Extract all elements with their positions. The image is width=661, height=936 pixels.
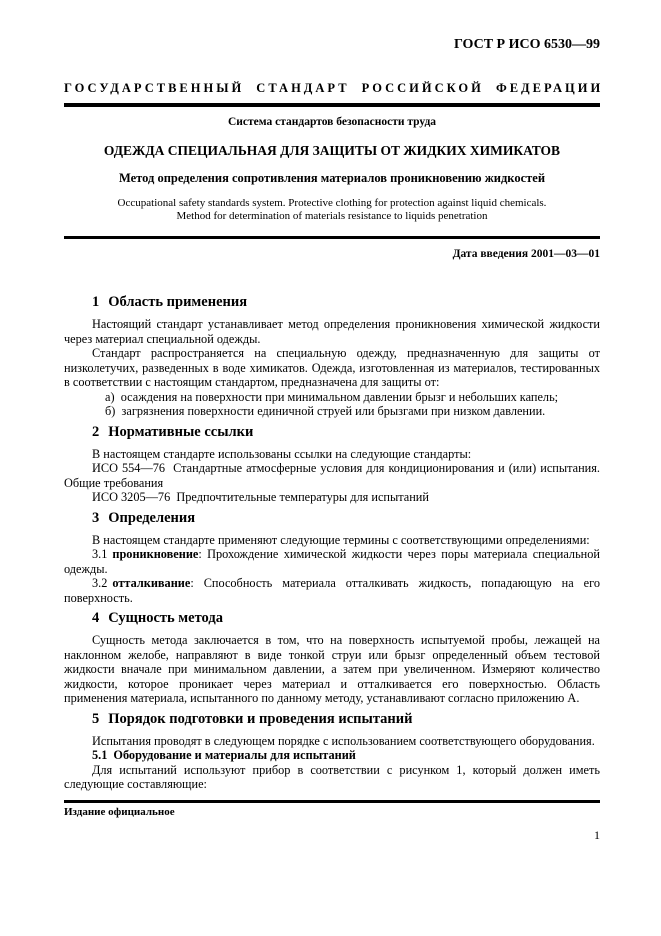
section-5-number: 5 xyxy=(92,710,100,727)
section-2-heading xyxy=(92,424,600,441)
definition-3-1-term: проникновение xyxy=(112,547,199,561)
definition-3-1 xyxy=(64,547,600,576)
section-5-intro: Испытания проводят в следующем порядке с использованием соответствующего оборудования. xyxy=(92,733,595,748)
section-3-heading xyxy=(92,510,600,527)
section-2-title: Нормативные ссылки xyxy=(108,423,254,440)
section-2-reference-2: ИСО 3205—76 Предпочтительные температуры для испытаний xyxy=(92,490,429,504)
section-1-number: 1 xyxy=(92,294,100,310)
section-1-title: Область применения xyxy=(108,294,248,310)
standards-system-line: Система стандартов безопасности труда xyxy=(227,116,437,128)
subsection-5-1-number: 5.1 xyxy=(92,748,108,762)
definition-3-1-text: : Прохождение химической жидкости через поры материала специальной одежды. xyxy=(64,547,600,576)
page-number: 1 xyxy=(594,827,600,842)
subsection-5-1-heading xyxy=(64,748,600,763)
definition-3-2-term: отталкивание xyxy=(112,576,191,590)
section-4-number: 4 xyxy=(92,610,100,626)
english-title-line-1: Occupational safety standards system. Protective clothing for protection against liquid chemicals. xyxy=(117,197,547,209)
section-5-heading xyxy=(92,711,600,728)
official-edition-note: Издание официальное xyxy=(64,805,175,818)
english-title-line-2: Method for determination of materials resistance to liquids penetration xyxy=(176,209,488,222)
definition-3-2-number: 3.2 xyxy=(92,576,108,590)
definition-3-2-text: : Способность материала отталкивать жидкость, попадающую на его поверхность. xyxy=(64,576,600,605)
definition-3-1-number: 3.1 xyxy=(92,547,108,561)
section-5-title: Порядок подготовки и проведения испытаний xyxy=(108,710,413,727)
section-2-intro: В настоящем стандарте использованы ссылки на следующие стандарты: xyxy=(92,446,472,461)
title-divider xyxy=(64,236,600,239)
section-4-title: Сущность метода xyxy=(108,610,223,626)
section-1-list-item-b: б) загрязнения поверхности единичной струей или брызгами при низком давлении. xyxy=(105,404,546,418)
document-subtitle: Метод определения сопротивления материалов проникновению жидкостей xyxy=(118,171,546,185)
section-1-paragraph-2: Стандарт распространяется на специальную одежду, предназначенную для защиты от низколетучих, разведенных в воде химикатов. Одежда, изготовленная из материалов, тестированных в соответствии с настоящим стандартом, предназначена для защиты от: xyxy=(64,346,600,389)
doc-code: ГОСТ Р ИСО 6530—99 xyxy=(453,37,600,52)
section-3-title: Определения xyxy=(108,509,196,526)
section-3-number: 3 xyxy=(92,509,100,526)
top-divider xyxy=(64,103,600,107)
section-3-intro: В настоящем стандарте применяют следующие термины с соответствующими определениями: xyxy=(92,532,590,547)
definition-3-2 xyxy=(64,576,600,605)
section-5-paragraph: Для испытаний используют прибор в соответствии с рисунком 1, который должен иметь следующие составляющие: xyxy=(64,762,600,791)
subsection-5-1-title: Оборудование и материалы для испытаний xyxy=(113,748,356,762)
document-title: ОДЕЖДА СПЕЦИАЛЬНАЯ ДЛЯ ЗАЩИТЫ ОТ ЖИДКИХ ХИМИКАТОВ xyxy=(103,143,561,158)
federation-heading: ГОСУДАРСТВЕННЫЙ СТАНДАРТ РОССИЙСКОЙ ФЕДЕРАЦИИ xyxy=(64,81,604,95)
section-2-number: 2 xyxy=(92,423,100,440)
introduction-date: Дата введения 2001—03—01 xyxy=(452,248,600,260)
section-1-paragraph-1: Настоящий стандарт устанавливает метод определения проникновения химической жидкости через материал специальной одежды. xyxy=(64,317,600,346)
section-1-heading xyxy=(92,294,600,311)
footer-divider xyxy=(64,800,600,803)
section-1-list-item-a: а) осаждения на поверхности при минимальном давлении брызг и небольших капель; xyxy=(105,389,559,404)
section-2-reference-1: ИСО 554—76 Стандартные атмосферные условия для кондиционирования и (или) испытания. Общие требования xyxy=(64,461,600,490)
section-4-heading xyxy=(92,610,600,627)
english-title xyxy=(64,197,600,222)
section-4-paragraph: Сущность метода заключается в том, что на поверхность испытуемой пробы, лежащей на наклонном желобе, направляют в виде тонкой струи или брызг определенный объем тестовой жидкости вначале при минимальном давлении, а затем при увеличенном. Измеряют количество жидкости, которое проникает через материал и отталкивается его поверхностью. Область применения материала, испытанного по данному методу, устанавливают согласно приложению А. xyxy=(64,633,600,705)
